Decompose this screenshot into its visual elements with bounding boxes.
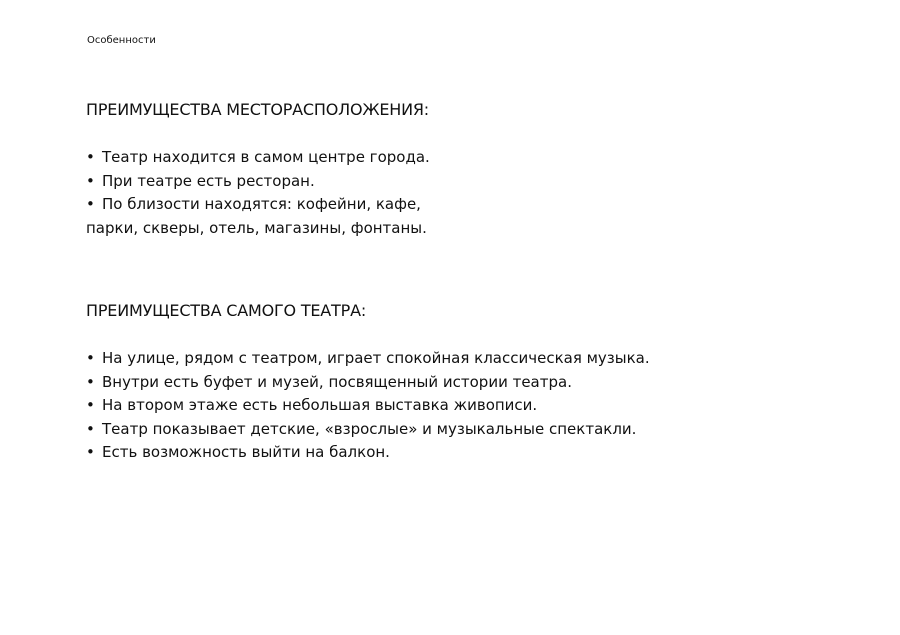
bullet-icon: • bbox=[86, 419, 95, 438]
bullet-icon: • bbox=[86, 372, 95, 391]
bullet-icon: • bbox=[86, 171, 95, 190]
location-advantages-heading: ПРЕИМУЩЕСТВА МЕСТОРАСПОЛОЖЕНИЯ: bbox=[86, 100, 429, 119]
list-item-text: На втором этаже есть небольшая выставка живописи. bbox=[102, 396, 538, 414]
list-item-text: Внутри есть буфет и музей, посвященный истории театра. bbox=[102, 372, 572, 391]
bullet-icon: • bbox=[86, 195, 95, 213]
theatre-advantages-heading: ПРЕИМУЩЕСТВА САМОГО ТЕАТРА: bbox=[86, 301, 367, 320]
list-item bbox=[86, 170, 866, 194]
list-item-text: Театр находится в самом центре города. bbox=[102, 148, 430, 166]
list-item bbox=[86, 441, 866, 465]
list-item bbox=[86, 418, 866, 442]
list-item-continuation: парки, скверы, отель, магазины, фонтаны. bbox=[86, 218, 427, 237]
theatre-advantages-section bbox=[86, 299, 866, 465]
list-item bbox=[86, 347, 866, 371]
bullet-icon: • bbox=[86, 396, 95, 414]
list-item bbox=[86, 394, 866, 418]
list-item-text: Есть возможность выйти на балкон. bbox=[102, 443, 390, 461]
list-item-text: При театре есть ресторан. bbox=[102, 171, 315, 190]
list-item bbox=[86, 371, 866, 395]
page-label: Особенности bbox=[87, 35, 156, 46]
list-item-text: На улице, рядом с театром, играет спокойная классическая музыка. bbox=[102, 349, 650, 367]
list-item bbox=[86, 146, 866, 170]
location-advantages-section bbox=[86, 98, 866, 240]
bullet-icon: • bbox=[86, 443, 95, 461]
list-item-text: Театр показывает детские, «взрослые» и музыкальные спектакли. bbox=[102, 419, 637, 438]
bullet-icon: • bbox=[86, 349, 95, 367]
bullet-icon: • bbox=[86, 148, 95, 166]
list-item-text: По близости находятся: кофейни, кафе, bbox=[102, 195, 421, 213]
location-advantages-list bbox=[86, 146, 866, 217]
list-item bbox=[86, 193, 866, 217]
theatre-advantages-list bbox=[86, 347, 866, 465]
